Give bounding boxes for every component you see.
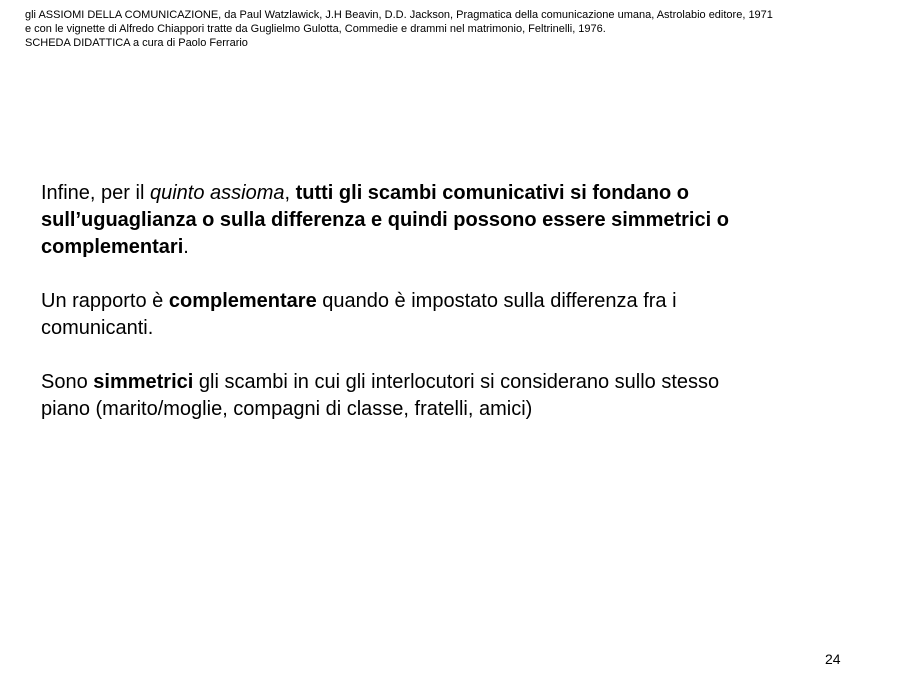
paragraph-line [41,288,851,315]
header-citation-line-1: gli ASSIOMI DELLA COMUNICAZIONE, da Paul Watzlawick, J.H Beavin, D.D. Jackson, Pragmatica della comunicazione umana, Astrolabio editore, 1971 [25,9,773,21]
paragraph-line [41,369,851,396]
header-citation-line-2: e con le vignette di Alfredo Chiappori tratte da Guglielmo Gulotta, Commedie e drammi nel matrimonio, Feltrinelli, 1976. [25,23,606,35]
paragraph-line: piano (marito/moglie, compagni di classe, fratelli, amici) [41,398,533,420]
paragraph-line [41,180,851,207]
paragraph-line [41,234,851,261]
slide-header [25,8,890,50]
header-credit-line: SCHEDA DIDATTICA a cura di Paolo Ferrario [25,37,248,49]
text-span: Sono [41,371,94,393]
italic-term: quinto assioma [149,182,285,204]
text-span: Infine, per il [41,182,150,204]
page-number: 24 [825,651,841,667]
bold-term: simmetrici [93,371,194,393]
paragraph-line: comunicanti. [41,317,154,339]
text-span: gli scambi in cui gli interlocutori si considerano sullo stesso [193,371,720,393]
paragraph-fifth-axiom [41,180,851,261]
text-span: quando è impostato sulla differenza fra i [316,290,677,312]
text-span: . [183,236,189,258]
text-span: , [284,182,296,204]
bold-statement: tutti gli scambi comunicativi si fondano o [295,182,689,204]
bold-term: complementari [41,236,184,258]
paragraph-complementary [41,288,851,342]
paragraph-symmetric [41,369,851,423]
text-span: Un rapporto è [41,290,169,312]
bold-statement-line: sull’uguaglianza o sulla differenza e quindi possono essere simmetrici o [41,209,729,231]
slide-body [41,180,851,450]
bold-term: complementare [168,290,317,312]
